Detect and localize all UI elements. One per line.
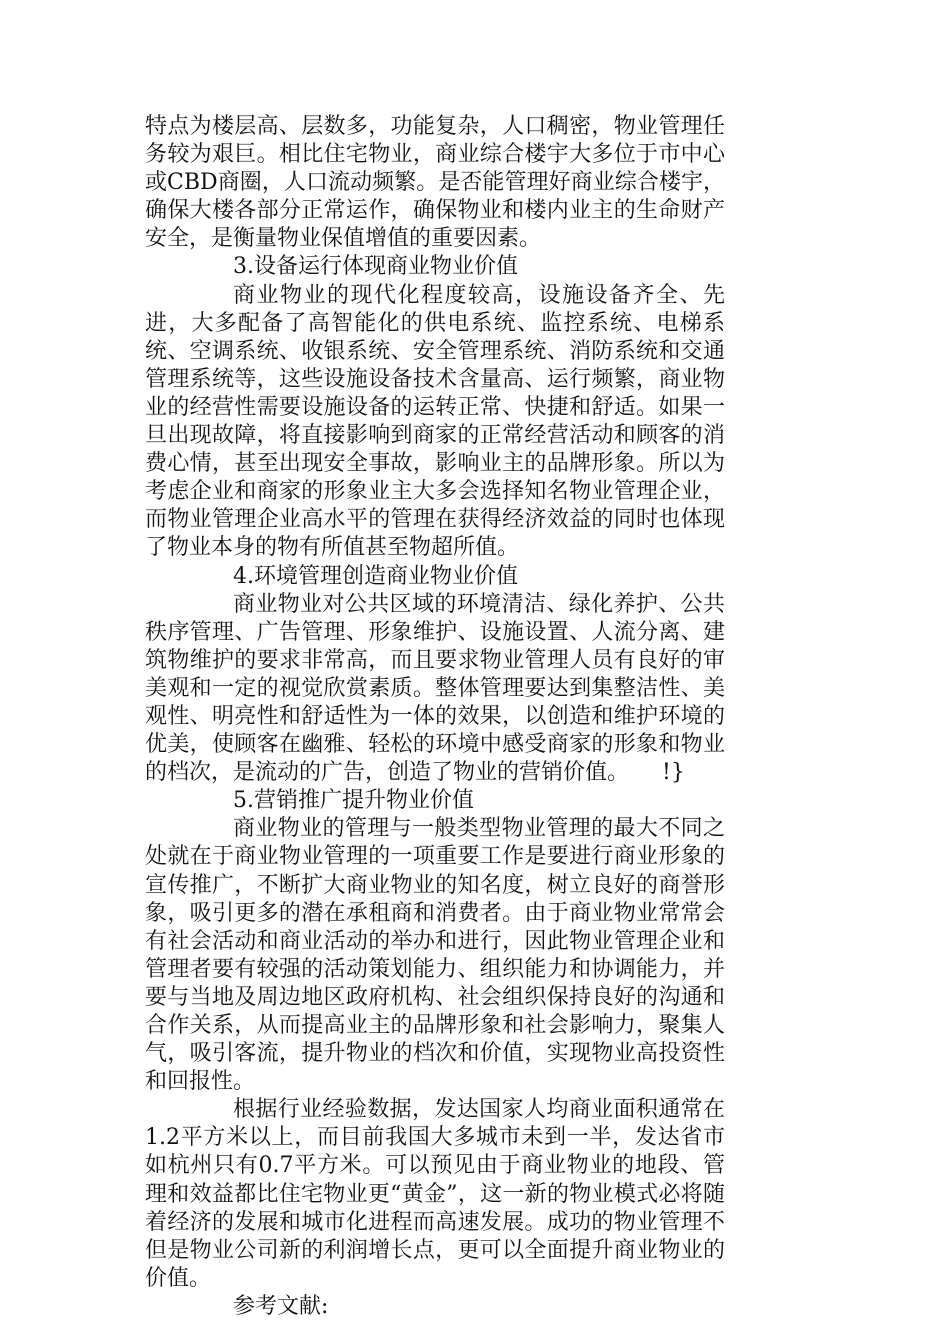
paragraph-conclusion: 根据行业经验数据，发达国家人均商业面积通常在1.2平方米以上，而目前我国大多城市未到一半，发达省市如杭州只有0.7平方米。可以预见由于商业物业的地段、管理和效益都比住宅物业更“黄金”，这一新的物业模式必将随着经济的发展和城市化进程而高速发展。成功的物业管理不但是物业公司新的利润增长点，更可以全面提升商业物业的价值。 [145, 1097, 725, 1291]
paragraph-section-3: 商业物业的现代化程度较高，设施设备齐全、先进，大多配备了高智能化的供电系统、监控系统、电梯系统、空调系统、收银系统、安全管理系统、消防系统和交通管理系统等，这些设施设备技术含量高、运行频繁，商业物业的经营性需要设施设备的运转正常、快捷和舒适。如果一旦出现故障，将直接影响到商家的正常经营活动和顾客的消费心情，甚至出现安全事故，影响业主的品牌形象。所以为考虑企业和商家的形象业主大多会选择知名物业管理企业，而物业管理企业高水平的管理在获得经济效益的同时也体现了物业本身的物有所值甚至物超所值。 [145, 282, 725, 561]
section-heading-3: 3.设备运行体现商业物业价值 [233, 254, 518, 280]
paragraph-section-5: 商业物业的管理与一般类型物业管理的最大不同之处就在于商业物业管理的一项重要工作是要进行商业形象的宣传推广，不断扩大商业物业的知名度，树立良好的商誉形象，吸引更多的潜在承租商和消费者。由于商业物业常常会有社会活动和商业活动的举办和进行，因此物业管理企业和管理者要有较强的活动策划能力、组织能力和协调能力，并要与当地及周边地区政府机构、社会组织保持良好的沟通和合作关系，从而提高业主的品牌形象和社会影响力，聚集人气，吸引客流，提升物业的档次和价值，实现物业高投资性和回报性。 [145, 816, 725, 1095]
section-heading-4: 4.环境管理创造商业物业价值 [233, 563, 518, 589]
references-heading: 参考文献: [233, 1293, 329, 1319]
paragraph-section-4: 商业物业对公共区域的环境清洁、绿化养护、公共秩序管理、广告管理、形象维护、设施设置、人流分离、建筑物维护的要求非常高，而且要求物业管理人员有良好的审美观和一定的视觉欣赏素质。整体管理要达到集整洁性、美观性、明亮性和舒适性为一体的效果，以创造和维护环境的优美，使顾客在幽雅、轻松的环境中感受商家的形象和物业的档次，是流动的广告，创造了物业的营销价值。 !} [145, 591, 725, 786]
paragraph-intro: 特点为楼层高、层数多，功能复杂，人口稠密，物业管理任务较为艰巨。相比住宅物业，商业综合楼宇大多位于市中心或CBD商圈，人口流动频繁。是否能管理好商业综合楼宇，确保大楼各部分正常运作，确保物业和楼内业主的生命财产安全，是衡量物业保值增值的重要因素。 [145, 114, 725, 252]
section-heading-5: 5.营销推广提升物业价值 [233, 788, 474, 814]
document-page [145, 113, 725, 1321]
